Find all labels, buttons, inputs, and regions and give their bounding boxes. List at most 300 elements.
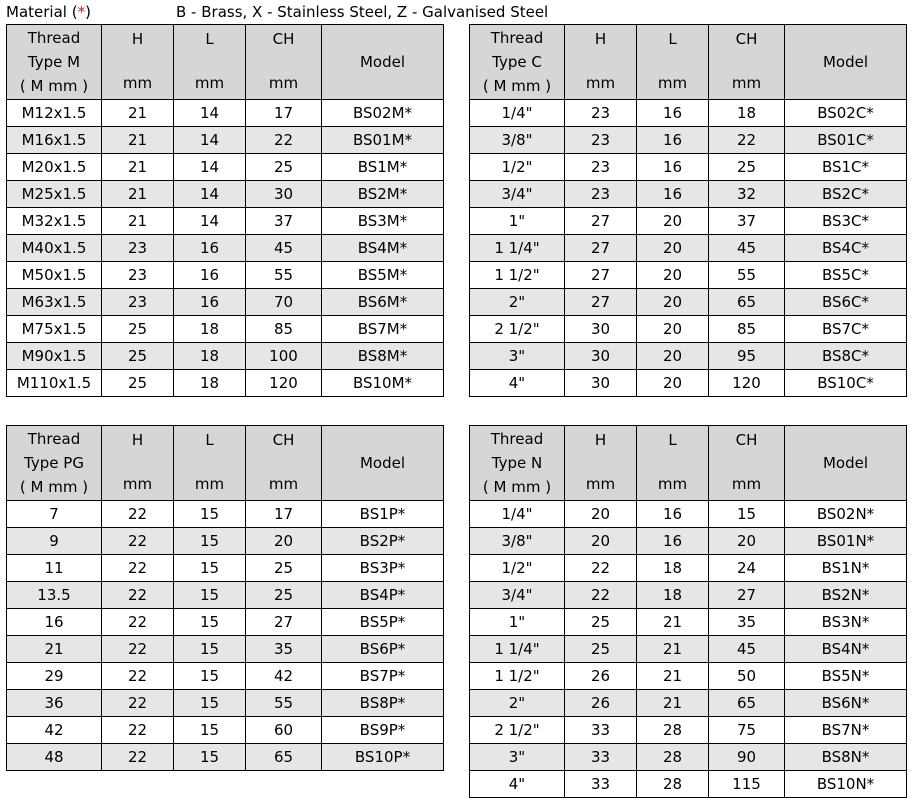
model-header-cell: Model — [322, 426, 444, 501]
table-cell: 26 — [565, 690, 637, 717]
column-unit-label: mm — [194, 74, 225, 92]
table-row — [470, 744, 907, 771]
thread-header-line: Type PG — [24, 454, 84, 472]
table-cell: 15 — [174, 528, 246, 555]
table-cell: 14 — [174, 127, 246, 154]
table-cell: M32x1.5 — [7, 208, 102, 235]
table-cell: 22 — [102, 555, 174, 582]
table-cell: 30 — [246, 181, 322, 208]
table-row — [470, 582, 907, 609]
table-cell: M110x1.5 — [7, 370, 102, 397]
table-cell: 28 — [637, 717, 709, 744]
table-cell: BS2N* — [785, 582, 907, 609]
table-cell: 24 — [709, 555, 785, 582]
material-asterisk: * — [77, 3, 86, 21]
table-cell: 26 — [565, 663, 637, 690]
table-cell: 18 — [174, 370, 246, 397]
table-cell: BS9P* — [322, 717, 444, 744]
table-cell: BS7C* — [785, 316, 907, 343]
table-cell: 18 — [174, 316, 246, 343]
table-cell: BS1P* — [322, 501, 444, 528]
table-row — [470, 100, 907, 127]
table-cell: 20 — [637, 316, 709, 343]
table-cell: 55 — [709, 262, 785, 289]
column-header-label: L — [668, 431, 677, 449]
table-cell: 16 — [174, 262, 246, 289]
column-unit-label: mm — [585, 74, 616, 92]
table-cell: 1/4" — [470, 501, 565, 528]
table-cell: 16 — [637, 100, 709, 127]
table-cell: 15 — [709, 501, 785, 528]
table-row — [7, 528, 444, 555]
column-header-label: L — [205, 30, 214, 48]
table-cell: 21 — [637, 663, 709, 690]
table-cell: 33 — [565, 717, 637, 744]
table-cell: 48 — [7, 744, 102, 771]
table-cell: 70 — [246, 289, 322, 316]
table-cell: 22 — [565, 555, 637, 582]
table-row — [470, 609, 907, 636]
table-cell: 27 — [709, 582, 785, 609]
table-row — [7, 208, 444, 235]
thread-type-m-table — [6, 24, 444, 397]
table-cell: 17 — [246, 501, 322, 528]
thread-header-cell — [470, 426, 565, 501]
table-row — [470, 501, 907, 528]
thread-header-line: Type M — [27, 53, 81, 71]
table-cell: 20 — [637, 208, 709, 235]
table-cell: 25 — [565, 609, 637, 636]
table-cell: 22 — [102, 501, 174, 528]
table-cell: 50 — [709, 663, 785, 690]
table-cell: 100 — [246, 343, 322, 370]
thread-header-line: Thread — [27, 29, 81, 47]
table-row — [7, 343, 444, 370]
table-cell: 35 — [246, 636, 322, 663]
table-cell: BS5N* — [785, 663, 907, 690]
table-cell: 16 — [637, 127, 709, 154]
table-cell: 95 — [709, 343, 785, 370]
column-header-label: H — [131, 30, 144, 48]
material-header — [6, 3, 549, 21]
table-cell: 27 — [565, 289, 637, 316]
table-cell: M12x1.5 — [7, 100, 102, 127]
table-cell: BS1N* — [785, 555, 907, 582]
table-row — [7, 663, 444, 690]
table-cell: 33 — [565, 771, 637, 798]
table-row — [470, 127, 907, 154]
model-header-cell: Model — [785, 426, 907, 501]
thread-type-c-table — [469, 24, 907, 397]
table-cell: 37 — [709, 208, 785, 235]
column-header-label: CH — [735, 30, 758, 48]
table-cell: 20 — [637, 235, 709, 262]
thread-type-n-table — [469, 425, 907, 798]
table-cell: 90 — [709, 744, 785, 771]
table-cell: 30 — [565, 343, 637, 370]
table-row — [7, 582, 444, 609]
table-cell: 22 — [102, 663, 174, 690]
table-cell: 35 — [709, 609, 785, 636]
column-header-cell — [637, 426, 709, 501]
table-cell: 18 — [709, 100, 785, 127]
table-cell: BS2P* — [322, 528, 444, 555]
table-cell: 17 — [246, 100, 322, 127]
thread-header-line: Thread — [490, 29, 544, 47]
column-header-cell — [174, 426, 246, 501]
column-unit-label: mm — [657, 74, 688, 92]
column-unit-label: mm — [268, 475, 299, 493]
table-cell: BS4C* — [785, 235, 907, 262]
table-cell: 21 — [102, 208, 174, 235]
table-cell: BS8M* — [322, 343, 444, 370]
table-cell: 15 — [174, 744, 246, 771]
table-row — [7, 555, 444, 582]
table-cell: 20 — [637, 343, 709, 370]
table-cell: BS7N* — [785, 717, 907, 744]
table-cell: 15 — [174, 636, 246, 663]
table-row — [470, 690, 907, 717]
table-cell: 1/2" — [470, 555, 565, 582]
table-row — [7, 609, 444, 636]
table-cell: 45 — [709, 636, 785, 663]
table-cell: BS8P* — [322, 690, 444, 717]
table-header-row — [470, 426, 907, 501]
column-header-cell — [246, 426, 322, 501]
model-header-cell: Model — [785, 25, 907, 100]
table-cell: 120 — [709, 370, 785, 397]
table-cell: 42 — [246, 663, 322, 690]
table-cell: 18 — [637, 555, 709, 582]
table-cell: M75x1.5 — [7, 316, 102, 343]
column-header-cell — [246, 25, 322, 100]
table-cell: BS01M* — [322, 127, 444, 154]
table-cell: M16x1.5 — [7, 127, 102, 154]
table-cell: 1 1/2" — [470, 262, 565, 289]
table-row — [470, 316, 907, 343]
table-header-row — [470, 25, 907, 100]
table-cell: 16 — [174, 235, 246, 262]
table-cell: 16 — [637, 528, 709, 555]
table-cell: 27 — [565, 262, 637, 289]
table-cell: 55 — [246, 690, 322, 717]
thread-header-cell — [7, 25, 102, 100]
table-cell: 30 — [565, 316, 637, 343]
table-cell: BS5M* — [322, 262, 444, 289]
thread-header-line: ( M mm ) — [482, 77, 552, 95]
table-cell: M50x1.5 — [7, 262, 102, 289]
table-row — [7, 100, 444, 127]
table-cell: 3/8" — [470, 127, 565, 154]
table-header-row — [7, 426, 444, 501]
table-cell: 22 — [565, 582, 637, 609]
table-cell: BS8N* — [785, 744, 907, 771]
table-cell: 85 — [246, 316, 322, 343]
column-header-label: L — [668, 30, 677, 48]
table-cell: 27 — [565, 235, 637, 262]
table-cell: 65 — [709, 289, 785, 316]
column-header-label: H — [131, 431, 144, 449]
table-cell: 1" — [470, 208, 565, 235]
table-row — [470, 370, 907, 397]
table-cell: 22 — [709, 127, 785, 154]
column-unit-label: mm — [122, 74, 153, 92]
table-row — [470, 528, 907, 555]
table-row — [470, 636, 907, 663]
table-cell: BS4P* — [322, 582, 444, 609]
column-header-label: CH — [272, 431, 295, 449]
table-cell: 23 — [565, 127, 637, 154]
thread-header-line: Thread — [27, 430, 81, 448]
table-cell: 2 1/2" — [470, 717, 565, 744]
table-cell: BS10N* — [785, 771, 907, 798]
table-cell: 29 — [7, 663, 102, 690]
table-cell: BS3C* — [785, 208, 907, 235]
table-cell: 4" — [470, 370, 565, 397]
column-unit-label: mm — [731, 74, 762, 92]
table-cell: 1 1/4" — [470, 235, 565, 262]
material-legend: B - Brass, X - Stainless Steel, Z - Galvanised Steel — [176, 3, 549, 21]
column-header-cell — [174, 25, 246, 100]
table-row — [470, 555, 907, 582]
table-cell: 15 — [174, 690, 246, 717]
table-cell: 23 — [565, 100, 637, 127]
table-cell: BS10M* — [322, 370, 444, 397]
table-cell: 37 — [246, 208, 322, 235]
table-cell: 75 — [709, 717, 785, 744]
table-cell: 21 — [7, 636, 102, 663]
table-cell: BS2M* — [322, 181, 444, 208]
table-cell: 23 — [102, 235, 174, 262]
table-row — [7, 717, 444, 744]
table-row — [470, 208, 907, 235]
column-unit-label: mm — [585, 475, 616, 493]
table-cell: BS6M* — [322, 289, 444, 316]
column-header-cell — [565, 426, 637, 501]
table-cell: 3" — [470, 744, 565, 771]
table-cell: BS8C* — [785, 343, 907, 370]
table-cell: 20 — [709, 528, 785, 555]
model-header-cell: Model — [322, 25, 444, 100]
table-cell: BS01C* — [785, 127, 907, 154]
table-cell: BS5C* — [785, 262, 907, 289]
table-row — [7, 690, 444, 717]
table-cell: BS01N* — [785, 528, 907, 555]
column-header-cell — [102, 25, 174, 100]
table-cell: 14 — [174, 208, 246, 235]
table-cell: BS3N* — [785, 609, 907, 636]
table-cell: 2" — [470, 690, 565, 717]
table-cell: 1/4" — [470, 100, 565, 127]
table-cell: 21 — [637, 690, 709, 717]
table-cell: 20 — [565, 501, 637, 528]
column-header-cell — [709, 426, 785, 501]
column-header-label: L — [205, 431, 214, 449]
table-cell: M40x1.5 — [7, 235, 102, 262]
table-cell: BS1M* — [322, 154, 444, 181]
table-cell: 15 — [174, 609, 246, 636]
table-cell: M63x1.5 — [7, 289, 102, 316]
table-header-row — [7, 25, 444, 100]
thread-header-line: Thread — [490, 430, 544, 448]
table-cell: 13.5 — [7, 582, 102, 609]
table-cell: 15 — [174, 555, 246, 582]
table-cell: BS2C* — [785, 181, 907, 208]
column-header-cell — [102, 426, 174, 501]
table-cell: 2" — [470, 289, 565, 316]
table-cell: 33 — [565, 744, 637, 771]
table-cell: 25 — [709, 154, 785, 181]
table-cell: 36 — [7, 690, 102, 717]
table-cell: 28 — [637, 744, 709, 771]
column-unit-label: mm — [657, 475, 688, 493]
table-cell: 16 — [637, 181, 709, 208]
table-row — [7, 235, 444, 262]
table-cell: 14 — [174, 100, 246, 127]
table-cell: 85 — [709, 316, 785, 343]
table-cell: 22 — [102, 582, 174, 609]
table-cell: 15 — [174, 663, 246, 690]
table-row — [7, 289, 444, 316]
table-cell: 20 — [246, 528, 322, 555]
thread-header-line: ( M mm ) — [482, 478, 552, 496]
table-cell: BS6N* — [785, 690, 907, 717]
table-cell: 21 — [637, 609, 709, 636]
table-cell: 65 — [246, 744, 322, 771]
table-cell: 9 — [7, 528, 102, 555]
table-cell: 14 — [174, 181, 246, 208]
table-cell: 7 — [7, 501, 102, 528]
table-cell: 16 — [7, 609, 102, 636]
table-cell: 1 1/2" — [470, 663, 565, 690]
column-header-cell — [637, 25, 709, 100]
table-cell: 20 — [637, 262, 709, 289]
table-cell: 14 — [174, 154, 246, 181]
table-row — [470, 343, 907, 370]
table-cell: 45 — [709, 235, 785, 262]
table-cell: 23 — [102, 289, 174, 316]
table-cell: 15 — [174, 717, 246, 744]
table-row — [7, 262, 444, 289]
table-cell: BS6C* — [785, 289, 907, 316]
table-cell: BS6P* — [322, 636, 444, 663]
table-cell: BS1C* — [785, 154, 907, 181]
table-row — [7, 181, 444, 208]
table-cell: M20x1.5 — [7, 154, 102, 181]
table-cell: BS02C* — [785, 100, 907, 127]
table-cell: 25 — [102, 370, 174, 397]
table-row — [470, 262, 907, 289]
thread-header-line: Type C — [492, 53, 542, 71]
column-header-cell — [565, 25, 637, 100]
table-cell: 21 — [102, 181, 174, 208]
table-cell: BS4N* — [785, 636, 907, 663]
table-cell: 16 — [637, 154, 709, 181]
table-cell: 25 — [565, 636, 637, 663]
table-row — [7, 316, 444, 343]
table-cell: 4" — [470, 771, 565, 798]
table-cell: 2 1/2" — [470, 316, 565, 343]
table-cell: 55 — [246, 262, 322, 289]
table-cell: 27 — [565, 208, 637, 235]
table-cell: 1 1/4" — [470, 636, 565, 663]
table-cell: M25x1.5 — [7, 181, 102, 208]
thread-header-line: ( M mm ) — [19, 77, 89, 95]
table-cell: BS7M* — [322, 316, 444, 343]
column-header-label: H — [594, 431, 607, 449]
table-cell: 1/2" — [470, 154, 565, 181]
table-cell: 25 — [102, 343, 174, 370]
table-cell: BS5P* — [322, 609, 444, 636]
table-cell: 20 — [637, 289, 709, 316]
table-cell: 27 — [246, 609, 322, 636]
table-cell: 20 — [565, 528, 637, 555]
table-cell: BS3P* — [322, 555, 444, 582]
column-header-label: CH — [272, 30, 295, 48]
table-row — [7, 127, 444, 154]
table-cell: BS10P* — [322, 744, 444, 771]
table-row — [470, 289, 907, 316]
table-cell: 22 — [102, 717, 174, 744]
table-cell: 65 — [709, 690, 785, 717]
table-row — [7, 744, 444, 771]
table-cell: 20 — [637, 370, 709, 397]
table-cell: 21 — [637, 636, 709, 663]
table-row — [470, 235, 907, 262]
table-cell: 22 — [102, 690, 174, 717]
table-cell: 15 — [174, 501, 246, 528]
table-row — [7, 501, 444, 528]
table-cell: 115 — [709, 771, 785, 798]
table-row — [470, 717, 907, 744]
table-cell: 25 — [246, 154, 322, 181]
column-header-cell — [709, 25, 785, 100]
table-cell: 28 — [637, 771, 709, 798]
table-row — [7, 636, 444, 663]
column-unit-label: mm — [122, 475, 153, 493]
thread-header-cell — [470, 25, 565, 100]
table-cell: 16 — [174, 289, 246, 316]
table-cell: 3/4" — [470, 181, 565, 208]
table-cell: 25 — [246, 582, 322, 609]
material-label: Material ( — [6, 3, 78, 21]
table-cell: 16 — [637, 501, 709, 528]
table-row — [470, 663, 907, 690]
table-cell: 3/8" — [470, 528, 565, 555]
table-cell: 23 — [102, 262, 174, 289]
table-row — [470, 154, 907, 181]
thread-type-pg-table — [6, 425, 444, 771]
table-cell: 22 — [246, 127, 322, 154]
column-header-label: CH — [735, 431, 758, 449]
table-cell: BS02N* — [785, 501, 907, 528]
column-unit-label: mm — [194, 475, 225, 493]
thread-header-line: ( M mm ) — [19, 478, 89, 496]
table-row — [470, 181, 907, 208]
table-row — [7, 370, 444, 397]
table-cell: BS3M* — [322, 208, 444, 235]
table-cell: BS4M* — [322, 235, 444, 262]
table-cell: 25 — [246, 555, 322, 582]
table-cell: BS7P* — [322, 663, 444, 690]
table-cell: 21 — [102, 100, 174, 127]
table-cell: BS02M* — [322, 100, 444, 127]
table-cell: 120 — [246, 370, 322, 397]
table-cell: 15 — [174, 582, 246, 609]
table-cell: 32 — [709, 181, 785, 208]
table-cell: 1" — [470, 609, 565, 636]
column-header-label: H — [594, 30, 607, 48]
